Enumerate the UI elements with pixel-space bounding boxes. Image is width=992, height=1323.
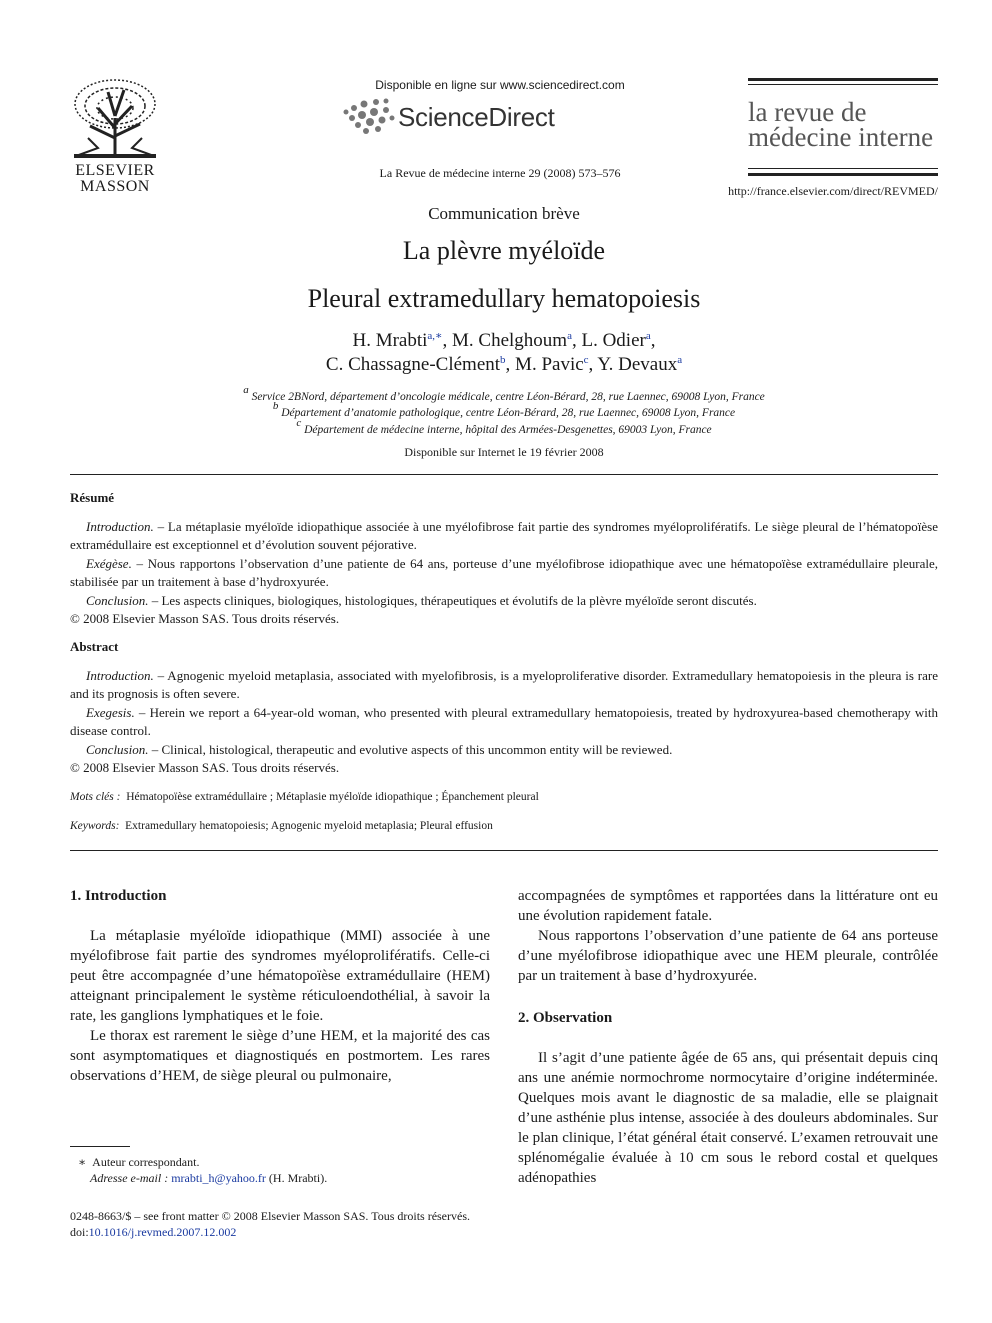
affiliation-key: a — [243, 384, 249, 396]
keywords-english — [70, 820, 493, 832]
abstract-heading: Abstract — [70, 639, 119, 654]
publisher-name-1: ELSEVIER — [75, 162, 155, 179]
affiliation-text: Département d’anatomie pathologique, centre Léon-Bérard, 28, rue Laennec, 69008 Lyon, France — [281, 407, 736, 419]
elsevier-tree-icon — [68, 78, 162, 160]
author-separator: , — [650, 330, 656, 351]
journal-rule — [748, 84, 938, 85]
affiliation-link[interactable]: a — [567, 330, 572, 342]
publisher-name-2: MASSON — [80, 178, 150, 195]
journal-rule — [748, 173, 938, 176]
sciencedirect-logo — [342, 98, 582, 140]
abstract-copyright: © 2008 Elsevier Masson SAS. Tous droits réservés. — [70, 760, 340, 775]
body-paragraph: Le thorax est rarement le siège d’une HEM, et la majorité des cas sont asymptomatiques et diagnostiqués en postmortem. Les rares observations d’HEM, de siège pleural ou pulmonaire, — [70, 1028, 490, 1084]
sciencedirect-dots-icon — [342, 98, 398, 138]
resume-heading: Résumé — [70, 490, 115, 505]
article-type: Communication brève — [428, 204, 580, 223]
email-owner: (H. Mrabti). — [268, 1171, 328, 1185]
article-title-french: La plèvre myéloïde — [402, 236, 606, 265]
keywords-english-label: Keywords: — [70, 820, 120, 832]
email-label: Adresse e-mail : — [90, 1171, 169, 1185]
affiliation-text: Département de médecine interne, hôpital des Armées-Desgenettes, 69003 Lyon, France — [304, 424, 712, 436]
author-name: M. Pavic — [515, 354, 584, 375]
abstract-conclusion-text: – Clinical, histological, therapeutic and evolutive aspects of this uncommon entity will be reviewed. — [148, 742, 673, 757]
section-heading-introduction: 1. Introduction — [70, 888, 167, 904]
issn-line: 0248-8663/$ – see front matter © 2008 Elsevier Masson SAS. Tous droits réservés. — [70, 1209, 471, 1223]
footnote-text: Auteur correspondant. — [92, 1155, 200, 1169]
journal-name-line2: médecine interne — [748, 122, 934, 152]
author-name: L. Odier — [581, 330, 646, 351]
abstract-introduction — [70, 667, 938, 703]
resume-conclusion-label: Conclusion. — [86, 593, 149, 608]
abstract-exegesis — [70, 704, 938, 740]
affiliation — [70, 417, 938, 436]
affiliation-link[interactable]: b — [500, 354, 506, 366]
resume-copyright: © 2008 Elsevier Masson SAS. Tous droits réservés. — [70, 611, 340, 626]
body-paragraph: Il s’agit d’une patiente âgée de 65 ans, qui présentait depuis cinq ans une anémie normochrome normocytaire d’origine indéterminée. Quelques mois avant le diagnostic de sa maladie, elle se plaignait d’une asthénie plus intense, associée à des douleurs abdominales. Sur le plan clinique, l’état général était conservé. L’examen retrouvait une splénomégalie évaluée à 10 cm sous le rebord costal et quelques adénopathies — [518, 1050, 938, 1186]
doi-label: doi: — [70, 1225, 89, 1239]
resume-conclusion — [70, 592, 938, 610]
resume-introduction — [70, 518, 938, 554]
section-heading-observation: 2. Observation — [518, 1010, 613, 1026]
footnote-email — [90, 1171, 327, 1186]
affiliation-link[interactable]: a,∗ — [427, 330, 443, 342]
abstract-exegesis-label: Exegesis. — [86, 705, 135, 720]
journal-name — [748, 97, 948, 152]
resume-exegese-text: – Nous rapportons l’observation d’une patiente de 64 ans, porteuse d’une myélofibrose idiopathique avec une hématopoïèse extramédullaire pleurale, stabilisée par un traitement à base d’hydroxyurée. — [70, 556, 938, 589]
affiliation-link[interactable]: c — [583, 354, 589, 366]
author-separator: , — [571, 330, 582, 351]
author-name: M. Chelghoum — [452, 330, 568, 351]
affiliation-text: Service 2BNord, département d’oncologie médicale, centre Léon-Bérard, 28, rue Laennec, 69008 Lyon, France — [251, 391, 765, 403]
affiliation — [70, 400, 938, 419]
footnote-corresponding — [78, 1155, 199, 1170]
author-name: C. Chassagne-Clément — [325, 354, 501, 375]
affiliation-key: c — [296, 417, 302, 429]
body-paragraph: accompagnées de symptômes et rapportées dans la littérature ont eu une évolution rapidement fatale. — [518, 888, 938, 924]
author-separator: , — [588, 354, 598, 375]
author-list — [70, 354, 938, 376]
journal-citation: La Revue de médecine interne 29 (2008) 573–576 — [379, 166, 621, 180]
journal-rule — [748, 168, 938, 169]
affiliation-key: b — [272, 400, 279, 412]
email-link[interactable]: mrabti_h@yahoo.fr — [171, 1171, 266, 1185]
resume-exegese — [70, 555, 938, 591]
body-right-column — [518, 886, 938, 1188]
keywords-french-text: Hématopoïèse extramédullaire ; Métaplasie myéloïde idiopathique ; Épanchement pleural — [126, 791, 539, 803]
author-name: Y. Devaux — [597, 354, 678, 375]
body-paragraph: Nous rapportons l’observation d’une patiente de 64 ans porteuse d’une myélofibrose idiopathique avec une HEM pleurale, contrôlée par un traitement à base d’hydroxyurée. — [518, 928, 938, 984]
keywords-english-text: Extramedullary hematopoiesis; Agnogenic myeloid metaplasia; Pleural effusion — [125, 820, 493, 832]
divider — [70, 850, 938, 851]
abstract-exegesis-text: – Herein we report a 64-year-old woman, who presented with pleural extramedullary hematopoiesis, treated by hydroxyurea-based chemotherapy with disease control. — [70, 705, 938, 738]
abstract-intro-text: – Agnogenic myeloid metaplasia, associated with myelofibrosis, is a myeloproliferative disorder. Extramedullary hematopoiesis in the pleura is rare and its prognosis is often severe. — [70, 668, 938, 701]
resume-conclusion-text: – Les aspects cliniques, biologiques, histologiques, thérapeutiques et évolutifs de la plèvre myéloïde seront discutés. — [148, 593, 757, 608]
article-title-english: Pleural extramedullary hematopoiesis — [307, 284, 701, 313]
publisher-logo — [68, 78, 162, 196]
abstract-conclusion — [70, 741, 938, 759]
author-name: H. Mrabti — [352, 330, 428, 351]
abstract-intro-label: Introduction. — [86, 668, 154, 683]
footnote-marker: ∗ — [78, 1155, 87, 1169]
divider — [70, 474, 938, 475]
online-date: Disponible sur Internet le 19 février 2008 — [404, 445, 604, 459]
doi-link[interactable]: 10.1016/j.revmed.2007.12.002 — [88, 1225, 237, 1239]
body-paragraph: La métaplasie myéloïde idiopathique (MMI) associée à une myélofibrose fait partie des syndromes myéloprolifératifs. Celle-ci peut être accompagnée d’une hématopoïèse extramédullaire (HEM) atteignant principalement le système réticuloendothélial, à savoir la rate, les ganglions lymphatiques et le foie. — [70, 928, 490, 1024]
keywords-french-label: Mots clés : — [70, 791, 121, 803]
resume-exegese-label: Exégèse. — [86, 556, 132, 571]
abstract-conclusion-label: Conclusion. — [86, 742, 149, 757]
journal-rule — [748, 78, 938, 81]
affiliation-link[interactable]: a — [677, 354, 683, 366]
sciencedirect-availability: Disponible en ligne sur www.sciencedirect.com — [375, 78, 625, 92]
footnote-rule — [70, 1146, 130, 1147]
author-list — [70, 330, 938, 352]
journal-name-line1: la revue de — [748, 97, 867, 127]
affiliation-link[interactable]: a — [645, 330, 651, 342]
sciencedirect-wordmark: ScienceDirect — [398, 102, 555, 132]
keywords-french — [70, 791, 539, 803]
journal-url[interactable]: http://france.elsevier.com/direct/REVMED/ — [728, 184, 938, 198]
author-separator: , — [442, 330, 453, 351]
author-separator: , — [505, 354, 516, 375]
resume-intro-text: – La métaplasie myéloïde idiopathique associée à une myélofibrose fait partie des syndromes myéloprolifératifs. Le siège pleural de l’hématopoïèse extramédullaire est exceptionnel et d’évolution souvent péjorative. — [70, 519, 938, 552]
body-left-column — [70, 886, 490, 1086]
doi-line — [70, 1225, 236, 1240]
affiliation — [70, 384, 938, 403]
resume-intro-label: Introduction. — [86, 519, 154, 534]
